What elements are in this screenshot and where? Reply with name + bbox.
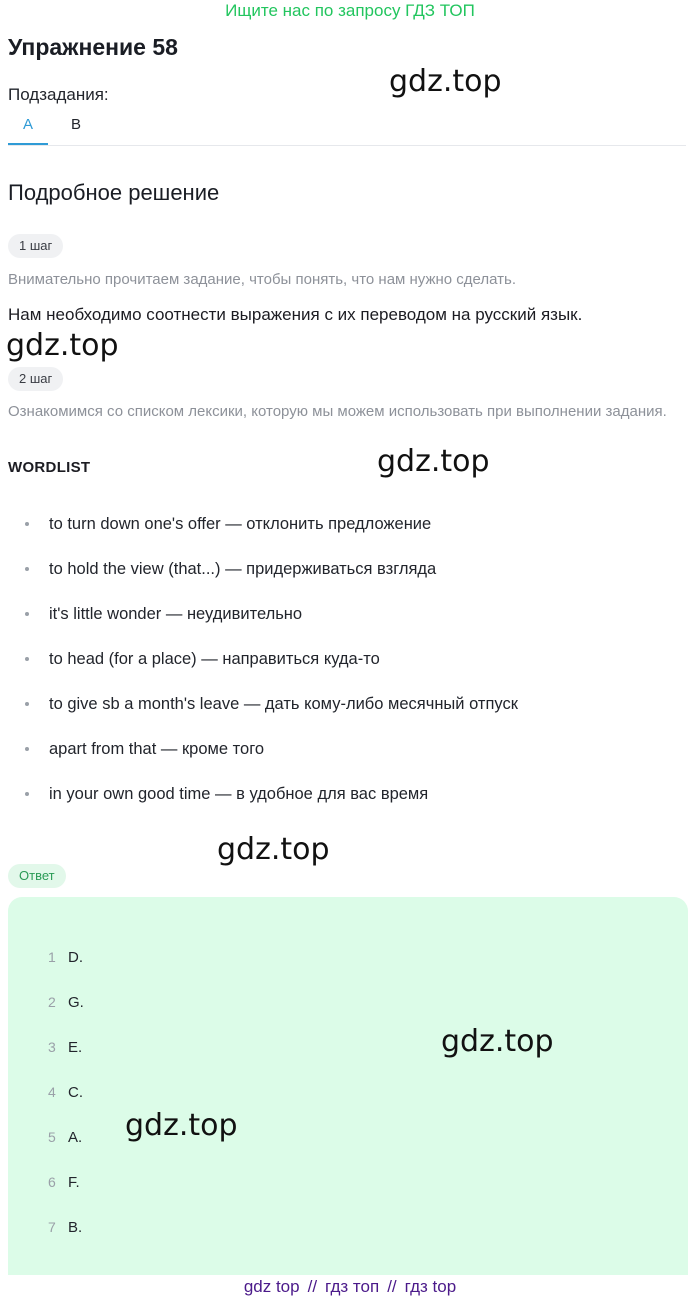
watermark: gdz.top	[125, 1108, 238, 1143]
list-item	[22, 685, 518, 730]
watermark: gdz.top	[6, 328, 119, 363]
list-item-text: apart from that — кроме того	[49, 740, 265, 758]
step-1-text: Нам необходимо соотнести выражения с их переводом на русский язык.	[8, 305, 583, 324]
subtasks-label: Подзадания:	[8, 85, 109, 104]
answer-value: C.	[68, 1084, 83, 1101]
list-item-text: to hold the view (that...) — придерживаться взгляда	[49, 560, 437, 578]
answer-number: 1	[48, 949, 56, 965]
watermark: gdz.top	[441, 1024, 554, 1059]
answer-number: 4	[48, 1084, 56, 1100]
list-item-text: to give sb a month's leave — дать кому-либо месячный отпуск	[49, 695, 518, 713]
answer-number: 3	[48, 1039, 56, 1055]
step-1-hint: Внимательно прочитаем задание, чтобы понять, что нам нужно сделать.	[8, 271, 517, 288]
answer-item	[48, 1167, 84, 1212]
answer-number: 2	[48, 994, 56, 1010]
list-item	[22, 730, 518, 775]
list-item	[22, 640, 518, 685]
bullet-icon	[25, 522, 29, 526]
answer-number: 6	[48, 1174, 56, 1190]
tab-a[interactable]: A	[8, 107, 48, 145]
bullet-icon	[25, 657, 29, 661]
bottom-links	[0, 1277, 700, 1297]
wordlist-heading: WORDLIST	[8, 459, 91, 476]
watermark: gdz.top	[217, 832, 330, 867]
answer-number: 5	[48, 1129, 56, 1145]
watermark: gdz.top	[389, 64, 502, 99]
list-item-text: to turn down one's offer — отклонить предложение	[49, 515, 432, 533]
answer-item	[48, 942, 84, 987]
answer-item	[48, 987, 84, 1032]
answer-value: E.	[68, 1039, 83, 1056]
link-gdz-top-ru[interactable]: гдз топ	[325, 1277, 380, 1296]
answer-item	[48, 1122, 84, 1167]
bullet-icon	[25, 612, 29, 616]
list-item	[22, 550, 518, 595]
answer-value: F.	[68, 1174, 80, 1191]
answer-item	[48, 1077, 84, 1122]
answer-value: D.	[68, 949, 83, 966]
answer-item	[48, 1212, 84, 1257]
section-title: Подробное решение	[8, 180, 220, 205]
page-title: Упражнение 58	[8, 34, 178, 60]
subtask-tabs	[8, 107, 686, 146]
step-1-badge: 1 шаг	[8, 234, 63, 258]
list-item	[22, 505, 518, 550]
list-item	[22, 775, 518, 820]
list-item-text: to head (for a place) — направиться куда-то	[49, 650, 380, 668]
bullet-icon	[25, 747, 29, 751]
answer-item	[48, 1032, 84, 1077]
bullet-icon	[25, 792, 29, 796]
bullet-icon	[25, 567, 29, 571]
link-gdz-top-mixed[interactable]: гдз top	[404, 1277, 457, 1296]
answer-value: G.	[68, 994, 84, 1011]
answer-box	[8, 897, 688, 1275]
list-item	[22, 595, 518, 640]
answer-number: 7	[48, 1219, 56, 1235]
bullet-icon	[25, 702, 29, 706]
tab-b[interactable]: B	[70, 116, 81, 133]
step-2-badge: 2 шаг	[8, 367, 63, 391]
answer-value: A.	[68, 1129, 83, 1146]
link-separator: //	[307, 1277, 318, 1296]
answer-value: B.	[68, 1219, 83, 1236]
wordlist	[22, 505, 518, 820]
watermark: gdz.top	[377, 444, 490, 479]
search-banner: Ищите нас по запросу ГДЗ ТОП	[225, 1, 475, 20]
answer-badge: Ответ	[8, 864, 66, 888]
answer-list	[48, 942, 84, 1257]
link-gdz-top[interactable]: gdz top	[243, 1277, 300, 1296]
list-item-text: in your own good time — в удобное для вас время	[49, 785, 429, 803]
list-item-text: it's little wonder — неудивительно	[49, 605, 303, 623]
step-2-hint: Ознакомимся со списком лексики, которую мы можем использовать при выполнении задания.	[8, 403, 667, 420]
link-separator: //	[387, 1277, 397, 1296]
